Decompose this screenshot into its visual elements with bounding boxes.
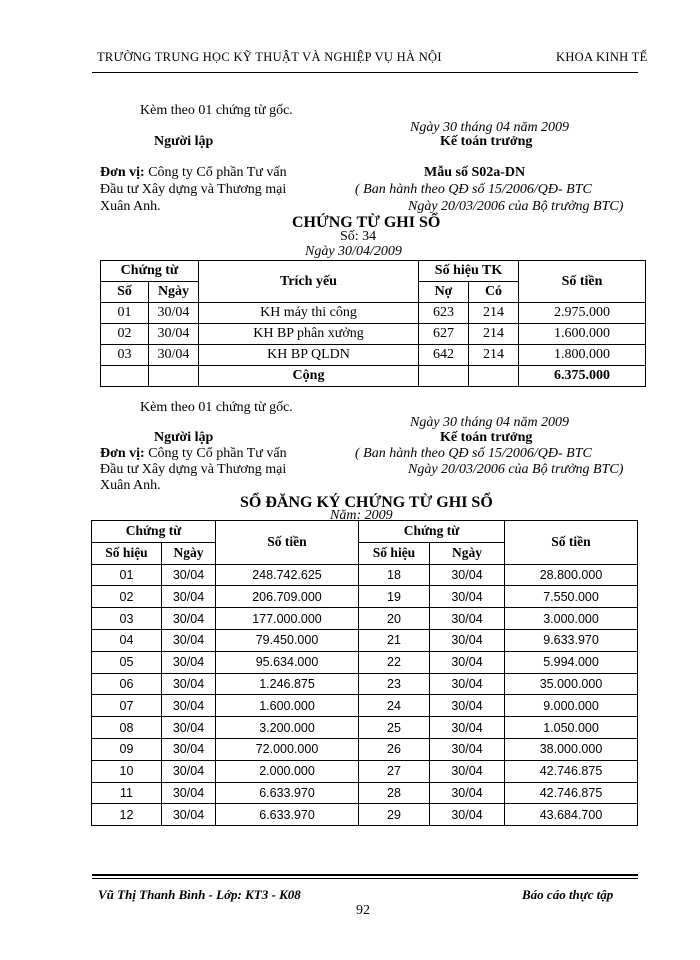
cell: 30/04 (162, 782, 216, 804)
cell: 27 (359, 760, 430, 782)
cell: 30/04 (162, 586, 216, 608)
table-row (92, 608, 638, 630)
cell: 30/04 (430, 760, 505, 782)
unit-label: Đơn vị: (100, 165, 145, 180)
cell: 9.000.000 (505, 695, 638, 717)
department-name: KHOA KINH TẾ (556, 50, 648, 64)
preparer-label-2: Người lập (154, 430, 214, 445)
voucher-table (100, 260, 646, 387)
footer-divider-thin (92, 878, 638, 879)
preparer-label: Người lập (154, 134, 214, 149)
register-title: SỔ ĐĂNG KÝ CHỨNG TỪ GHI SỔ (240, 494, 493, 511)
cell: 35.000.000 (505, 673, 638, 695)
cell: 1.800.000 (519, 345, 646, 366)
table-row (92, 782, 638, 804)
cell: 30/04 (162, 760, 216, 782)
register-year: Năm: 2009 (330, 508, 393, 523)
cell: 214 (469, 345, 519, 366)
cell: 38.000.000 (505, 738, 638, 760)
table-row (92, 564, 638, 586)
cell (419, 366, 469, 387)
cell (101, 366, 149, 387)
cell: 04 (92, 629, 162, 651)
total-amount: 6.375.000 (519, 366, 646, 387)
col-so-tien-right: Số tiền (505, 521, 638, 565)
cell: 20 (359, 608, 430, 630)
unit-name-3: Xuân Anh. (100, 199, 161, 214)
cell: 28.800.000 (505, 564, 638, 586)
attachment-note: Kèm theo 01 chứng từ gốc. (140, 103, 293, 118)
chief-accountant-label: Kế toán trưởng (440, 134, 533, 149)
decree-line-2: Ngày 20/03/2006 của Bộ trưởng BTC) (408, 199, 624, 214)
cell: 01 (92, 564, 162, 586)
cell: 03 (101, 345, 149, 366)
cell: 23 (359, 673, 430, 695)
cell: 30/04 (162, 738, 216, 760)
cell: 24 (359, 695, 430, 717)
cell (149, 366, 199, 387)
col-so-hieu-tk: Số hiệu TK (419, 261, 519, 282)
footer-divider (92, 874, 638, 876)
cell: 07 (92, 695, 162, 717)
cell: 30/04 (149, 324, 199, 345)
sign-date: Ngày 30 tháng 04 năm 2009 (410, 120, 570, 135)
header-divider (92, 72, 638, 73)
table-row (101, 303, 646, 324)
total-label: Cộng (199, 366, 419, 387)
cell: 206.709.000 (216, 586, 359, 608)
cell: 30/04 (430, 586, 505, 608)
cell: KH BP phân xưởng (199, 324, 419, 345)
col-ngay-left: Ngày (162, 542, 216, 564)
cell: 01 (101, 303, 149, 324)
cell: 30/04 (162, 608, 216, 630)
col-chung-tu-left: Chứng từ (92, 521, 216, 543)
cell: 05 (92, 651, 162, 673)
col-ngay-right: Ngày (430, 542, 505, 564)
cell: 06 (92, 673, 162, 695)
cell: 30/04 (162, 673, 216, 695)
cell: 3.000.000 (505, 608, 638, 630)
cell: 12 (92, 804, 162, 826)
cell: 30/04 (430, 717, 505, 739)
cell: 30/04 (430, 804, 505, 826)
cell: 627 (419, 324, 469, 345)
total-row (101, 366, 646, 387)
cell: 95.634.000 (216, 651, 359, 673)
cell: 30/04 (430, 651, 505, 673)
col-so-hieu-left: Số hiệu (92, 542, 162, 564)
cell: 42.746.875 (505, 760, 638, 782)
unit2-label: Đơn vị: (100, 446, 145, 461)
table-row (92, 651, 638, 673)
cell: 19 (359, 586, 430, 608)
table-row (101, 324, 646, 345)
decree-line-1: ( Ban hành theo QĐ số 15/2006/QĐ- BTC (355, 182, 592, 197)
register-body (92, 564, 638, 826)
cell: 30/04 (430, 782, 505, 804)
table-row (92, 673, 638, 695)
register-header-row (92, 521, 638, 543)
footer-report: Báo cáo thực tập (522, 887, 614, 902)
col-so-tien-left: Số tiền (216, 521, 359, 565)
table-row (92, 804, 638, 826)
cell: 10 (92, 760, 162, 782)
cell: 11 (92, 782, 162, 804)
cell: 6.633.970 (216, 782, 359, 804)
sign-date-2: Ngày 30 tháng 04 năm 2009 (410, 415, 570, 430)
register-table (91, 520, 638, 826)
attachment-note-2: Kèm theo 01 chứng từ gốc. (140, 400, 293, 415)
footer-author: Vũ Thị Thanh Bình - Lớp: KT3 - K08 (98, 887, 301, 902)
cell: 02 (92, 586, 162, 608)
cell: 25 (359, 717, 430, 739)
cell: 2.975.000 (519, 303, 646, 324)
page-number: 92 (356, 903, 370, 918)
cell: 08 (92, 717, 162, 739)
cell: 22 (359, 651, 430, 673)
cell: 177.000.000 (216, 608, 359, 630)
cell: 30/04 (149, 345, 199, 366)
col-no: Nợ (419, 282, 469, 303)
table-row (92, 629, 638, 651)
voucher-date: Ngày 30/04/2009 (305, 244, 402, 259)
cell: 642 (419, 345, 469, 366)
decree2-line-1: ( Ban hành theo QĐ số 15/2006/QĐ- BTC (355, 446, 592, 461)
cell: 5.994.000 (505, 651, 638, 673)
cell: 30/04 (162, 564, 216, 586)
cell: KH BP QLDN (199, 345, 419, 366)
col-so: Số (101, 282, 149, 303)
cell: 214 (469, 303, 519, 324)
chief-accountant-label-2: Kế toán trưởng (440, 430, 533, 445)
col-ngay: Ngày (149, 282, 199, 303)
cell: 72.000.000 (216, 738, 359, 760)
voucher-title: CHỨNG TỪ GHI SỔ (292, 214, 441, 231)
cell: 30/04 (430, 738, 505, 760)
cell: 28 (359, 782, 430, 804)
col-so-tien: Số tiền (519, 261, 646, 303)
col-chung-tu: Chứng từ (101, 261, 199, 282)
cell: 26 (359, 738, 430, 760)
voucher-number: Số: 34 (340, 229, 377, 244)
table-row (92, 738, 638, 760)
cell: 09 (92, 738, 162, 760)
cell: 214 (469, 324, 519, 345)
cell: 9.633.970 (505, 629, 638, 651)
cell: 30/04 (430, 673, 505, 695)
cell: 2.000.000 (216, 760, 359, 782)
cell: 30/04 (430, 564, 505, 586)
school-name: TRƯỜNG TRUNG HỌC KỸ THUẬT VÀ NGHIỆP VỤ HÀ NỘI (97, 50, 442, 64)
cell: 6.633.970 (216, 804, 359, 826)
cell: 1.246.875 (216, 673, 359, 695)
unit-name-1: Công ty Cổ phần Tư vấn (148, 165, 287, 180)
cell: 30/04 (162, 629, 216, 651)
unit2-line-1 (100, 446, 287, 462)
table-row (92, 717, 638, 739)
table-row (92, 586, 638, 608)
cell: 02 (101, 324, 149, 345)
cell: 30/04 (162, 651, 216, 673)
cell: 29 (359, 804, 430, 826)
cell: 30/04 (162, 695, 216, 717)
cell: 248.742.625 (216, 564, 359, 586)
cell: 1.050.000 (505, 717, 638, 739)
unit-line-1 (100, 165, 287, 181)
cell: 1.600.000 (216, 695, 359, 717)
cell: 30/04 (162, 717, 216, 739)
cell: 03 (92, 608, 162, 630)
cell: 1.600.000 (519, 324, 646, 345)
unit-name-2: Đầu tư Xây dựng và Thương mại (100, 182, 287, 197)
table-row (92, 695, 638, 717)
cell: 30/04 (430, 695, 505, 717)
cell: 30/04 (430, 629, 505, 651)
table-row (101, 345, 646, 366)
unit2-name-1: Công ty Cổ phần Tư vấn (148, 446, 287, 461)
form-number: Mẫu số S02a-DN (424, 165, 526, 180)
col-so-hieu-right: Số hiệu (359, 542, 430, 564)
cell: 7.550.000 (505, 586, 638, 608)
cell: 42.746.875 (505, 782, 638, 804)
voucher-header-row (101, 261, 646, 282)
col-chung-tu-right: Chứng từ (359, 521, 505, 543)
cell: 43.684.700 (505, 804, 638, 826)
col-trich-yeu: Trích yếu (199, 261, 419, 303)
cell: 18 (359, 564, 430, 586)
cell: 623 (419, 303, 469, 324)
table-row (92, 760, 638, 782)
cell (469, 366, 519, 387)
cell: 79.450.000 (216, 629, 359, 651)
col-co: Có (469, 282, 519, 303)
cell: 30/04 (430, 608, 505, 630)
cell: KH máy thi công (199, 303, 419, 324)
cell: 3.200.000 (216, 717, 359, 739)
unit2-name-3: Xuân Anh. (100, 478, 161, 493)
cell: 30/04 (162, 804, 216, 826)
decree2-line-2: Ngày 20/03/2006 của Bộ trưởng BTC) (408, 462, 624, 477)
cell: 30/04 (149, 303, 199, 324)
cell: 21 (359, 629, 430, 651)
unit2-name-2: Đầu tư Xây dựng và Thương mại (100, 462, 287, 477)
